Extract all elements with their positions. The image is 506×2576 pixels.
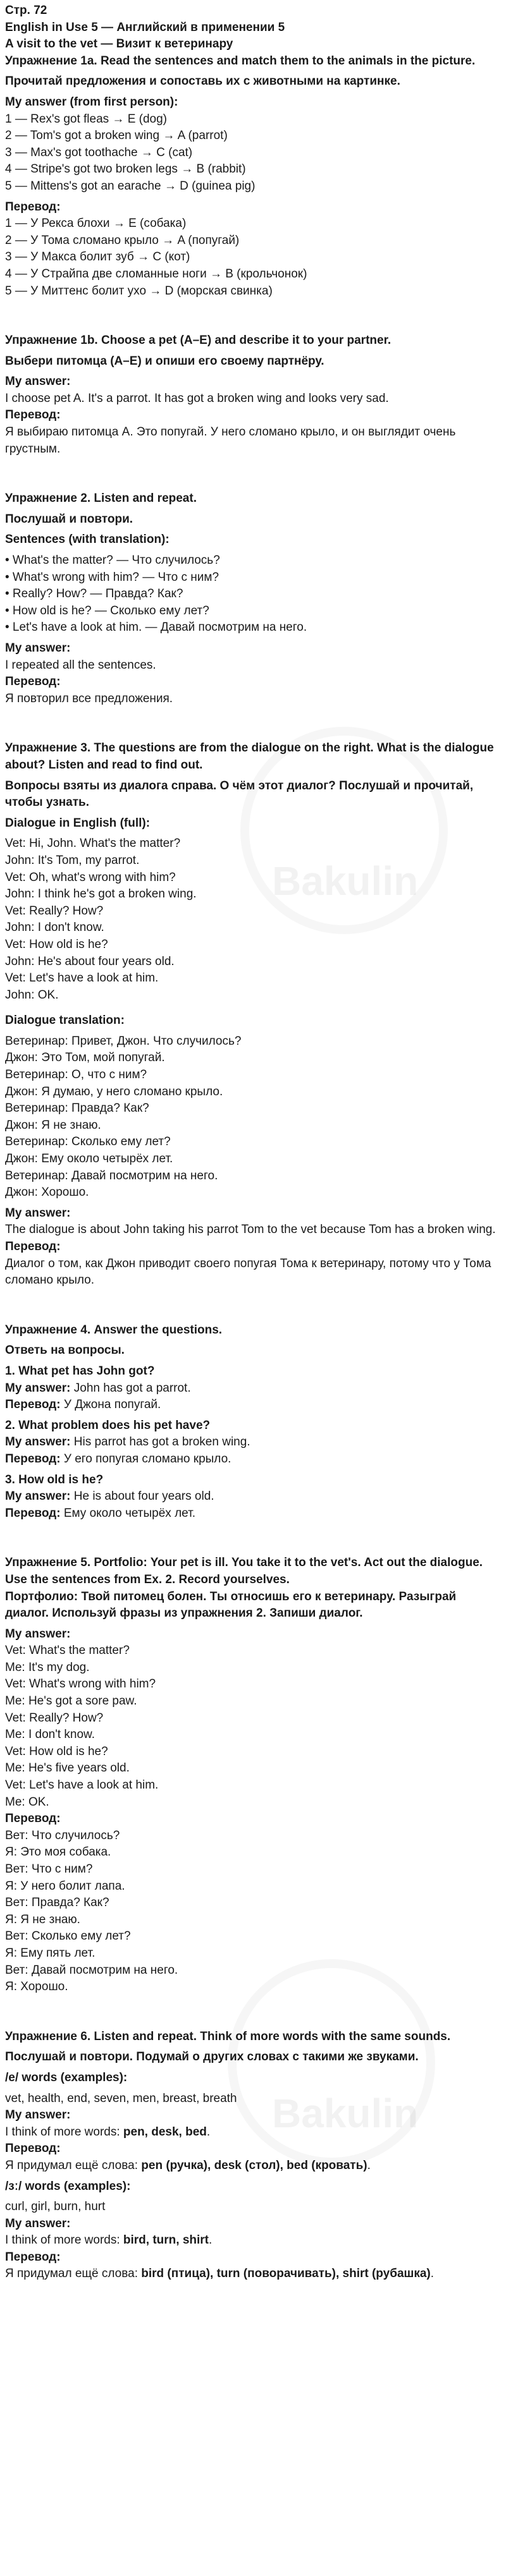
answer-prefix: I think of more words: xyxy=(5,2125,123,2139)
translation-line: 1 — У Рекса блохи → E (собака) xyxy=(5,217,187,231)
answer-line: 3 — Max's got toothache → C (cat) xyxy=(5,145,193,159)
exercise-heading: Упражнение 2. Listen and repeat. xyxy=(5,492,197,506)
translation-suffix: . xyxy=(367,2158,371,2172)
dialogue-line: Vet: Let's have a look at him. xyxy=(5,971,159,985)
answer-line: 1 — Rex's got fleas → E (dog) xyxy=(5,112,168,126)
answer-label: My answer: xyxy=(5,375,71,389)
dialogue-line: Vet: Really? How? xyxy=(5,1711,104,1725)
translation-words: bird (птица), turn (поворачивать), shirt (рубашка) xyxy=(141,2267,431,2281)
answer-text: He is about four years old. xyxy=(73,1490,214,1504)
dialogue-translation-label: Dialogue translation: xyxy=(5,1014,125,1028)
dialogue-line: Me: He's five years old. xyxy=(5,1761,130,1775)
translation-label: Перевод: xyxy=(5,1812,61,1826)
dialogue-line: John: I think he's got a broken wing. xyxy=(5,887,197,901)
dialogue-translation-line: Я: Хорошо. xyxy=(5,1980,68,1994)
dialogue-translation-line: Ветеринар: Давай посмотрим на него. xyxy=(5,1169,218,1182)
dialogue-translation-line: Вет: Давай посмотрим на него. xyxy=(5,1963,178,1977)
answer-label: My answer: xyxy=(5,1627,71,1641)
answer-text: I choose pet A. It's a parrot. It has got a broken wing and looks very sad. xyxy=(5,391,389,405)
translation-text: Ему около четырёх лет. xyxy=(63,1506,195,1520)
page-label: Стр. 72 xyxy=(5,4,47,17)
dialogue-label: Dialogue in English (full): xyxy=(5,816,151,830)
exercise-4 xyxy=(5,1322,501,1522)
translation-line: 2 — У Тома сломано крыло → A (попугай) xyxy=(5,233,240,247)
lesson-title: A visit to the vet — Визит к ветеринару xyxy=(5,37,233,51)
translation-label: Перевод: xyxy=(5,1398,61,1412)
sentences-label: Sentences (with translation): xyxy=(5,533,170,547)
translation-text: Я повторил все предложения. xyxy=(5,691,173,705)
exercise-heading: Упражнение 4. Answer the questions. xyxy=(5,1323,223,1337)
dialogue-line: Vet: Oh, what's wrong with him? xyxy=(5,870,176,884)
translation-line xyxy=(5,1505,501,1522)
translation-line: 4 — У Страйпа две сломанные ноги → B (крольчонок) xyxy=(5,267,307,281)
dialogue-line: Vet: What's wrong with him? xyxy=(5,1677,156,1691)
dialogue-translation-line: Джон: Я не знаю. xyxy=(5,1118,101,1132)
dialogue-translation-line: Джон: Это Том, мой попугай. xyxy=(5,1051,165,1065)
answer-label: My answer: xyxy=(5,1381,71,1395)
dialogue-line: Vet: Really? How? xyxy=(5,904,104,918)
answer-line: 5 — Mittens's got an earache → D (guinea pig) xyxy=(5,179,256,193)
dialogue-line: John: It's Tom, my parrot. xyxy=(5,853,140,867)
question-block xyxy=(5,1472,501,1522)
dialogue-translation-line: Вет: Сколько ему лет? xyxy=(5,1929,131,1943)
exercise-heading: Упражнение 6. Listen and repeat. Think of more words with the same sounds. xyxy=(5,2029,451,2043)
translation-text: Диалог о том, как Джон приводит своего попугая Тома к ветеринару, потому что у Тома сломано крыло. xyxy=(5,1256,491,1287)
exercise-heading-ru: Прочитай предложения и сопоставь их с животными на картинке. xyxy=(5,75,400,88)
translation-label: Перевод: xyxy=(5,675,61,689)
dialogue-translation-line: Вет: Правда? Как? xyxy=(5,1896,109,1910)
dialogue-line: John: OK. xyxy=(5,988,59,1002)
dialogue-line: Vet: What's the matter? xyxy=(5,1644,130,1658)
exercise-2 xyxy=(5,490,501,707)
translation-text: У его попугая сломано крыло. xyxy=(63,1452,231,1466)
dialogue-translation-line: Я: Ему пять лет. xyxy=(5,1946,96,1960)
exercise-heading-ru: Послушай и повтори. Подумай о других словах с такими же звуками. xyxy=(5,2050,419,2064)
answer-line: 4 — Stripe's got two broken legs → B (rabbit) xyxy=(5,162,246,176)
exercise-heading: Упражнение 1a. Read the sentences and match them to the animals in the picture. xyxy=(5,54,476,68)
dialogue-line: Me: I don't know. xyxy=(5,1728,95,1742)
dialogue-line: Vet: Hi, John. What's the matter? xyxy=(5,837,181,851)
answer-line xyxy=(5,1380,501,1397)
translation-line xyxy=(5,1397,501,1414)
sound-er-words: curl, girl, burn, hurt xyxy=(5,2200,106,2214)
question-block xyxy=(5,1418,501,1468)
translation-text: Я выбираю питомца A. Это попугай. У него сломано крыло, и он выглядит очень грустным. xyxy=(5,425,456,456)
translation-line: 3 — У Макса болит зуб → C (кот) xyxy=(5,250,190,264)
translation-words: pen (ручка), desk (стол), bed (кровать) xyxy=(141,2158,367,2172)
dialogue-line: Vet: How old is he? xyxy=(5,1744,108,1758)
translation-label: Перевод: xyxy=(5,1452,61,1466)
answer-text: I repeated all the sentences. xyxy=(5,658,156,672)
answer-suffix: . xyxy=(206,2125,211,2139)
dialogue-line: John: I don't know. xyxy=(5,921,104,935)
answer-label: My answer: xyxy=(5,641,71,655)
translation-line: 5 — У Миттенс болит ухо → D (морская свинка) xyxy=(5,284,273,298)
dialogue-line: Vet: Let's have a look at him. xyxy=(5,1778,159,1792)
answer-text: His parrot has got a broken wing. xyxy=(73,1435,250,1449)
dialogue-translation-line: Вет: Что случилось? xyxy=(5,1828,120,1842)
answer-line: 2 — Tom's got a broken wing → A (parrot) xyxy=(5,129,228,143)
exercise-heading-ru: Ответь на вопросы. xyxy=(5,1344,125,1358)
answer-prefix: I think of more words: xyxy=(5,2233,123,2247)
dialogue-translation-line: Ветеринар: О, что с ним? xyxy=(5,1068,147,1082)
translation-label: Перевод: xyxy=(5,2142,61,2156)
dialogue-line: Me: He's got a sore paw. xyxy=(5,1694,137,1708)
answer-words: pen, desk, bed xyxy=(123,2125,207,2139)
watermark-text: Bakulin xyxy=(272,2091,419,2136)
sound-e-words: vet, health, end, seven, men, breast, breath xyxy=(5,2091,237,2105)
answer-text: John has got a parrot. xyxy=(73,1381,191,1395)
dialogue-line: Me: It's my dog. xyxy=(5,1660,90,1674)
dialogue-translation-line: Вет: Что с ним? xyxy=(5,1862,93,1876)
sound-er-label: /ɜː/ words (examples): xyxy=(5,2179,131,2193)
question-text: 3. How old is he? xyxy=(5,1473,104,1486)
answer-text xyxy=(5,2232,501,2249)
sentence-item: • What's wrong with him? — Что с ним? xyxy=(5,570,219,584)
question-block xyxy=(5,1363,501,1414)
dialogue-translation-line: Я: Я не знаю. xyxy=(5,1912,80,1926)
exercise-heading: Упражнение 3. The questions are from the dialogue on the right. What is the dialogue about? Listen and read to find out. xyxy=(5,741,494,772)
watermark-text: Bakulin xyxy=(272,858,419,904)
answer-label: My answer: xyxy=(5,1490,71,1504)
answer-label: My answer: xyxy=(5,2216,71,2230)
question-text: 1. What pet has John got? xyxy=(5,1364,155,1378)
exercise-1b xyxy=(5,332,501,458)
unit-title: English in Use 5 — Английский в применении 5 xyxy=(5,20,285,34)
answer-label: My answer: xyxy=(5,1206,71,1220)
translation-label: Перевод: xyxy=(5,2250,61,2264)
translation-label: Перевод: xyxy=(5,408,61,422)
dialogue-translation-line: Ветеринар: Правда? Как? xyxy=(5,1102,149,1115)
translation-label: Перевод: xyxy=(5,1240,61,1253)
dialogue-translation-line: Джон: Хорошо. xyxy=(5,1186,89,1200)
translation-text xyxy=(5,2266,501,2283)
exercise-1a xyxy=(5,53,501,300)
dialogue-translation-line: Я: У него болит лапа. xyxy=(5,1879,125,1893)
dialogue-translation-line: Джон: Я думаю, у него сломано крыло. xyxy=(5,1084,223,1098)
answer-line xyxy=(5,1488,501,1505)
sentence-item: • Let's have a look at him. — Давай посмотрим на него. xyxy=(5,621,307,635)
translation-text: У Джона попугай. xyxy=(63,1398,161,1412)
exercise-heading-ru: Портфолио: Твой питомец болен. Ты относишь его к ветеринару. Разыграй диалог. Используй фразы из упражнения 2. Запиши диалог. xyxy=(5,1589,457,1620)
sentence-item: • How old is he? — Сколько ему лет? xyxy=(5,604,209,617)
dialogue-translation-line: Я: Это моя собака. xyxy=(5,1845,111,1859)
translation-label: Перевод: xyxy=(5,1506,61,1520)
translation-line xyxy=(5,1451,501,1468)
dialogue-line: John: He's about four years old. xyxy=(5,954,175,968)
answer-label: My answer: xyxy=(5,2108,71,2122)
sound-e-label: /e/ words (examples): xyxy=(5,2070,128,2084)
answer-text: The dialogue is about John taking his parrot Tom to the vet because Tom has a broken wing. xyxy=(5,1223,496,1237)
exercise-3 xyxy=(5,740,501,1289)
answer-text xyxy=(5,2124,501,2141)
exercise-6 xyxy=(5,2029,501,2283)
translation-text xyxy=(5,2158,501,2175)
answer-line xyxy=(5,1434,501,1451)
translation-prefix: Я придумал ещё слова: xyxy=(5,2267,142,2281)
dialogue-translation-line: Ветеринар: Привет, Джон. Что случилось? xyxy=(5,1034,242,1048)
exercise-heading: Упражнение 5. Portfolio: Your pet is ill. You take it to the vet's. Act out the dialogue. Use the sentences from Ex. 2. Record yourselves. xyxy=(5,1556,483,1586)
answer-label: My answer: xyxy=(5,1435,71,1449)
question-text: 2. What problem does his pet have? xyxy=(5,1418,211,1432)
translation-prefix: Я придумал ещё слова: xyxy=(5,2158,142,2172)
exercise-heading-ru: Послушай и повтори. xyxy=(5,512,133,526)
exercise-heading: Упражнение 1b. Choose a pet (A–E) and describe it to your partner. xyxy=(5,334,392,348)
answer-words: bird, turn, shirt xyxy=(123,2233,209,2247)
sentence-item: • Really? How? — Правда? Как? xyxy=(5,587,183,601)
dialogue-translation-line: Джон: Ему около четырёх лет. xyxy=(5,1152,173,1166)
exercise-heading-ru: Выбери питомца (A–E) и опиши его своему партнёру. xyxy=(5,354,324,368)
translation-label: Перевод: xyxy=(5,200,61,214)
dialogue-translation-line: Ветеринар: Сколько ему лет? xyxy=(5,1135,171,1149)
translation-suffix: . xyxy=(430,2267,435,2281)
exercise-5 xyxy=(5,1555,501,1995)
sentence-item: • What's the matter? — Что случилось? xyxy=(5,554,220,568)
exercise-heading-ru: Вопросы взяты из диалога справа. О чём этот диалог? Послушай и прочитай, чтобы узнать. xyxy=(5,779,474,810)
dialogue-line: Vet: How old is he? xyxy=(5,937,108,951)
dialogue-line: Me: OK. xyxy=(5,1795,49,1809)
answer-label: My answer (from first person): xyxy=(5,95,178,109)
answer-suffix: . xyxy=(209,2233,213,2247)
